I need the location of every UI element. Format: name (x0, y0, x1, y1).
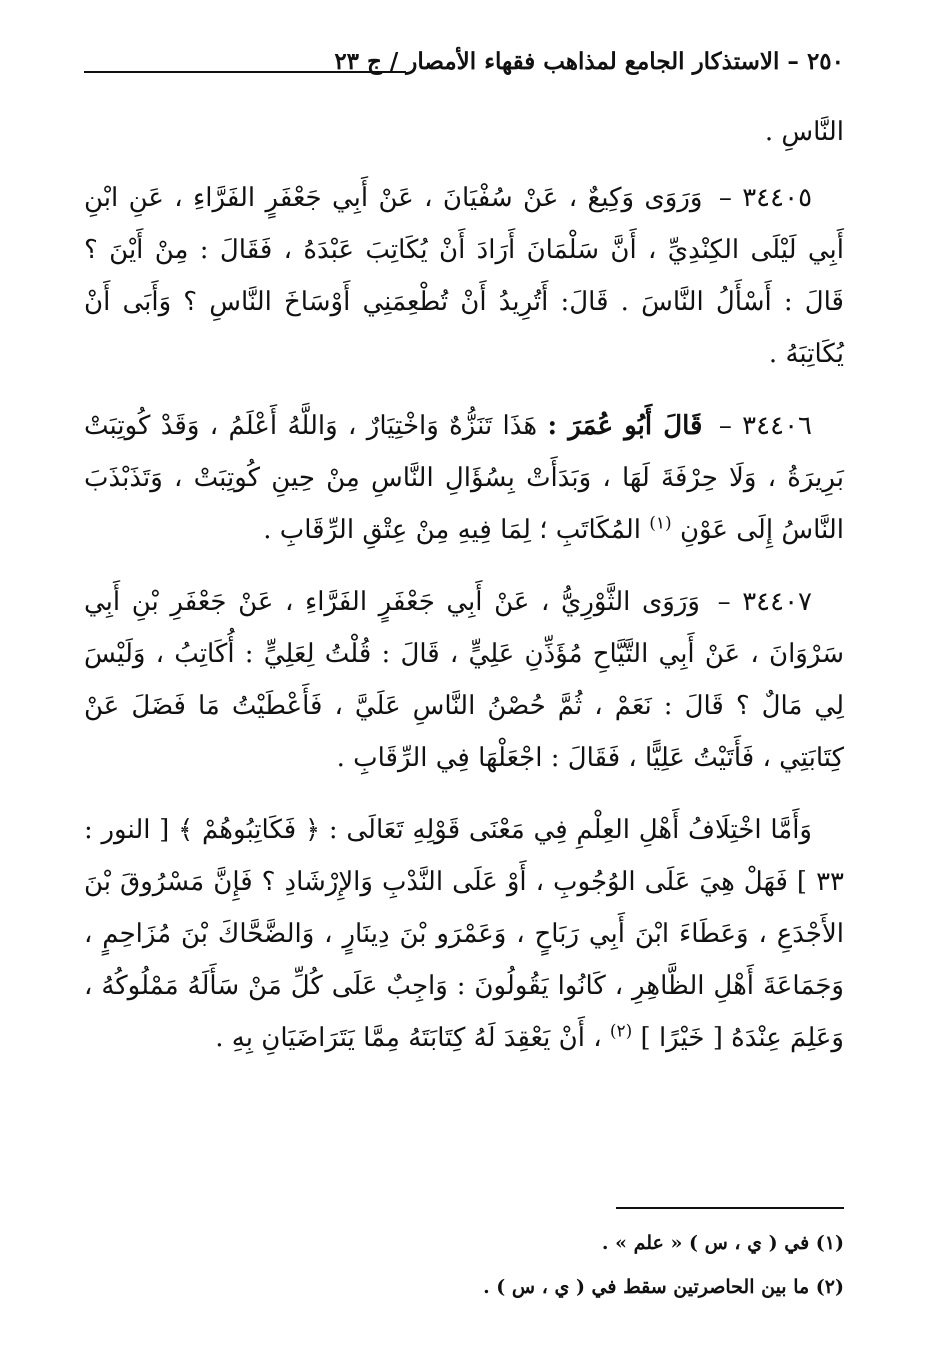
running-head-text: ٢٥٠ – الاستذكار الجامع لمذاهب فقهاء الأمصار / ج ٢٣ (334, 48, 844, 75)
footnote-1: (١) في ( ي ، س ) « علم » . (601, 1232, 844, 1254)
paragraph-text: وَأَمَّا اخْتِلَافُ أَهْلِ العِلْمِ فِي مَعْنَى قَوْلِهِ تَعَالَى : ﴿ فَكَاتِبُوهُمْ ﴾ [ النور : ٣٣ ] فَهَلْ هِيَ عَلَى الوُجُوبِ ، أَوْ عَلَى النَّدْبِ وَالإِرْشَادِ ؟ فَإِنَّ مَسْرُوقَ بْنَ الأَجْدَعِ ، وَعَطَاءَ ابْنَ أَبِي رَبَاحٍ ، وَعَمْرَو بْنَ دِينَارٍ ، وَالضَّحَّاكَ بْنَ مُزَاحِمٍ ، وَجَمَاعَةَ أَهْلِ الظَّاهِرِ ، كَانُوا يَقُولُونَ : وَاجِبٌ عَلَى كُلِّ مَنْ سَأَلَهُ مَمْلُوكُهُ ، وَعَلِمَ عِنْدَهُ [ خَيْرًا ] (84, 815, 844, 1053)
paragraph-discussion (84, 804, 844, 1064)
paragraph-continuation: النَّاسِ . (764, 117, 844, 147)
paragraph-text-cont: المُكَاتَبِ ؛ لِمَا فِيهِ مِنْ عِتْقِ الرِّقَابِ . (263, 515, 641, 545)
paragraph-number: ٣٤٤٠٦ – (718, 411, 812, 441)
speaker-label: قَالَ أَبُو عُمَرَ : (547, 411, 703, 441)
paragraph-34407 (84, 576, 844, 784)
footnote-ref-2[interactable]: (٢) (609, 1021, 633, 1042)
footnote-2: (٢) ما بين الحاصرتين سقط في ( ي ، س ) . (483, 1276, 844, 1298)
main-text (84, 106, 844, 1084)
paragraph-text: وَرَوَى الثَّوْرِيُّ ، عَنْ أَبِي جَعْفَرٍ الفَرَّاءِ ، عَنْ جَعْفَرِ بْنِ أَبِي سَرْوَانَ ، عَنْ أَبِي التَّيَّاحِ مُؤَذِّنِ عَلِيٍّ ، قَالَ : قُلْتُ لِعَلِيٍّ : أُكَاتِبُ ، وَلَيْسَ لِي مَالٌ ؟ قَالَ : نَعَمْ ، ثُمَّ حُصْنُ النَّاسِ عَلَيَّ ، فَأَعْطَيْتُ مَا فَضَلَ عَنْ كِتَابَتِي ، فَأَتَيْتُ عَلِيًّا ، فَقَالَ : اجْعَلْهَا فِي الرِّقَابِ . (84, 587, 844, 773)
paragraph-34405 (84, 172, 844, 380)
paragraph-number: ٣٤٤٠٧ – (717, 587, 813, 617)
footnote-rule (616, 1207, 844, 1209)
header-rule (84, 71, 406, 73)
paragraph-text-cont: ، أَنْ يَعْقِدَ لَهُ كِتَابَتَهُ مِمَّا يَتَرَاضَيَانِ بِهِ . (215, 1023, 602, 1053)
paragraph-34406 (84, 400, 844, 556)
running-head (84, 44, 844, 88)
footnotes (84, 1224, 844, 1312)
paragraph-text: هَذَا تَنَزُّهٌ وَاخْتِيَارٌ ، وَاللَّهُ أَعْلَمُ ، وَقَدْ كُوتِبَتْ بَرِيرَةُ ، وَلَا حِرْفَةَ لَهَا ، وَبَدَأَتْ بِسُؤَالِ النَّاسِ مِنْ حِينِ كُوتِبَتْ ، وَتَذَبْذَبَ النَّاسُ إِلَى عَوْنِ (84, 411, 844, 545)
paragraph-text: وَرَوَى وَكِيعٌ ، عَنْ سُفْيَانَ ، عَنْ أَبِي جَعْفَرٍ الفَرَّاءِ ، عَنِ ابْنِ أَبِي لَيْلَى الكِنْدِيِّ ، أَنَّ سَلْمَانَ أَرَادَ أَنْ يُكَاتِبَ عَبْدَهُ ، فَقَالَ : مِنْ أَيْنَ ؟ قَالَ : أَسْأَلُ النَّاسَ . قَالَ: أَتُرِيدُ أَنْ تُطْعِمَنِي أَوْسَاخَ النَّاسِ ؟ وَأَبَى أَنْ يُكَاتِبَهُ . (84, 183, 844, 369)
footnote-ref-1[interactable]: (١) (649, 513, 672, 534)
paragraph-number: ٣٤٤٠٥ – (718, 183, 813, 213)
